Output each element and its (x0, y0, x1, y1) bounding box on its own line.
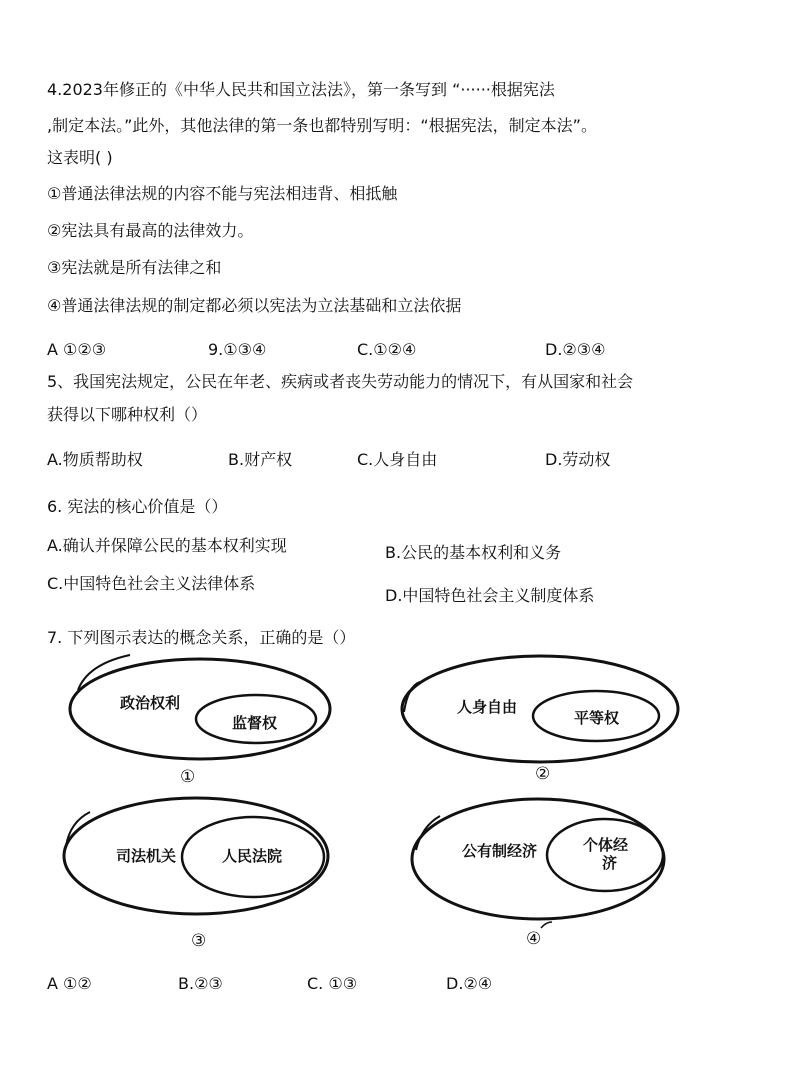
diagram-4-number: ④ (526, 929, 542, 949)
q6-option-c: C.中国特色社会主义法律体系 (47, 574, 256, 593)
q4-option-c: C.①②④ (357, 340, 417, 359)
q4-stem-line2: ,制定本法。”此外，其他法律的第一条也都特别写明：“根据宪法，制定本法”。 (47, 116, 597, 135)
q4-statement-2: ②宪法具有最高的法律效力。 (47, 221, 254, 240)
diagram-4-stroke-mark (541, 922, 552, 928)
q5-stem-line2: 获得以下哪种权利（） (47, 405, 208, 424)
q4-option-b: 9.①③④ (208, 340, 267, 359)
q6-option-a: A.确认并保障公民的基本权利实现 (47, 536, 287, 555)
diagram-4-outer-label: 公有制经济 (462, 842, 538, 860)
diagram-3 (64, 798, 328, 951)
q4-statement-1: ①普通法律法规的内容不能与宪法相违背、相抵触 (47, 184, 398, 203)
q4-stem-line3: 这表明( ) (47, 148, 113, 167)
diagram-4-stroke (416, 816, 440, 850)
q4-option-d: D.②③④ (545, 340, 606, 359)
diagram-2-outer-label: 人身自由 (457, 698, 518, 716)
q4-statement-3: ③宪法就是所有法律之和 (47, 258, 222, 277)
diagram-1 (70, 655, 330, 787)
diagram-4 (412, 799, 664, 949)
diagram-4-inner-label-line1: 个体经 (583, 836, 629, 854)
q4-option-a: A ①②③ (47, 340, 107, 359)
diagram-4-outer-ellipse (412, 799, 664, 919)
q6-option-d: D.中国特色社会主义制度体系 (385, 586, 595, 605)
diagram-1-inner-label: 监督权 (232, 714, 278, 732)
q7-stem: 7. 下列图示表达的概念关系，正确的是（） (47, 628, 356, 647)
q7-option-a: A ①② (47, 974, 92, 993)
diagram-3-inner-label: 人民法院 (222, 847, 283, 865)
q5-option-a: A.物质帮助权 (47, 450, 143, 469)
q5-stem-line1: 5、我国宪法规定，公民在年老、疾病或者丧失劳动能力的情况下，有从国家和社会 (47, 372, 634, 391)
q7-option-c: C. ①③ (307, 974, 358, 993)
diagram-2-outer-ellipse (402, 656, 678, 762)
q4-statement-4: ④普通法律法规的制定都必须以宪法为立法基础和立法依据 (47, 296, 462, 315)
q6-stem: 6. 宪法的核心价值是（） (47, 497, 228, 516)
diagram-2 (402, 656, 678, 784)
diagram-3-number: ③ (191, 931, 207, 951)
q5-option-b: B.财产权 (228, 450, 293, 469)
diagram-3-outer-ellipse (64, 798, 328, 914)
q5-option-d: D.劳动权 (545, 450, 611, 469)
diagram-4-inner-label-line2: 济 (602, 854, 618, 872)
diagram-2-number: ② (535, 764, 551, 784)
diagram-1-number: ① (180, 767, 196, 787)
q6-option-b: B.公民的基本权利和义务 (385, 543, 562, 562)
diagram-2-inner-label: 平等权 (574, 709, 620, 727)
q5-option-c: C.人身自由 (357, 450, 438, 469)
q4-stem-line1: 4.2023年修正的《中华人民共和国立法法》，第一条写到 “······根据宪法 (47, 80, 555, 99)
diagram-3-outer-label: 司法机关 (116, 847, 177, 865)
q7-option-b: B.②③ (178, 974, 223, 993)
diagram-1-outer-label: 政治权利 (120, 694, 181, 712)
q7-option-d: D.②④ (446, 974, 493, 993)
